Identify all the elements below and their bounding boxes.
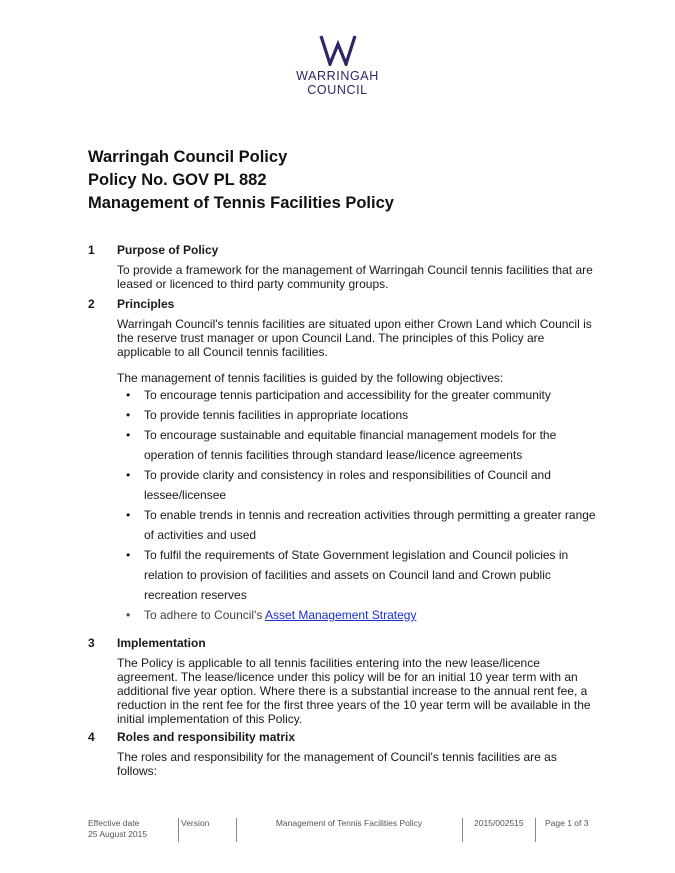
council-logo — [0, 34, 675, 97]
list-item: • To provide tennis facilities in appropriate locations — [122, 405, 602, 425]
logo-line-1: WARRINGAH — [296, 69, 379, 83]
logo-line-2: COUNCIL — [307, 83, 368, 97]
list-item: • To enable trends in tennis and recreation activities through permitting a greater range of activities and used — [122, 505, 602, 545]
objectives-intro: The management of tennis facilities is guided by the following objectives: — [117, 371, 504, 385]
warringah-w-logo-icon — [318, 34, 358, 66]
bullet-icon: • — [126, 608, 131, 622]
list-item: • To adhere to Council's Asset Management Strategy — [122, 605, 602, 625]
bullet-icon: • — [126, 508, 131, 522]
section-heading: Roles and responsibility matrix — [117, 730, 296, 744]
title-policy-name: Management of Tennis Facilities Policy — [88, 194, 394, 212]
footer-version: Version — [181, 818, 210, 828]
section-heading: Implementation — [117, 636, 206, 650]
footer-divider — [462, 818, 463, 842]
bullet-icon: • — [126, 428, 131, 442]
bullet-icon: • — [126, 408, 131, 422]
section-paragraph: Warringah Council's tennis facilities are situated upon either Crown Land which Council is the reserve trust manager or upon Council Land. The principles of this Policy are applicable to all Council tennis facilities. — [117, 317, 592, 359]
objectives-list — [122, 385, 602, 625]
section-roles — [88, 730, 598, 778]
section-number: 3 — [88, 636, 95, 650]
section-number: 4 — [88, 730, 95, 744]
title-policy-number: Policy No. GOV PL 882 — [88, 171, 267, 189]
section-paragraph: The Policy is applicable to all tennis facilities entering into the new lease/licence agreement. The lease/licence under this policy will be for an initial 10 year term with an additional five year option. Where there is a substantial increase to the annual rent fee, a reduction in the rent fee for the first three years of the 10 year term will be available in the initial implementation of this Policy. — [117, 656, 591, 726]
footer-divider — [535, 818, 536, 842]
footer-doc-number: 2015/002515 — [474, 818, 524, 828]
bullet-icon: • — [126, 548, 131, 562]
section-heading: Principles — [117, 297, 175, 311]
bullet-icon: • — [126, 468, 131, 482]
section-heading: Purpose of Policy — [117, 243, 219, 257]
bullet-icon: • — [126, 388, 131, 402]
list-item: • To provide clarity and consistency in roles and responsibilities of Council and lessee/licensee — [122, 465, 602, 505]
section-paragraph: The roles and responsibility for the management of Council's tennis facilities are as follows: — [117, 750, 557, 778]
section-principles — [88, 297, 598, 385]
footer-divider — [178, 818, 179, 842]
asset-management-strategy-link[interactable]: Asset Management Strategy — [265, 608, 417, 622]
section-implementation — [88, 636, 598, 726]
section-paragraph: To provide a framework for the management of Warringah Council tennis facilities that are leased or licenced to third party community groups. — [117, 263, 593, 291]
list-item: • To fulfil the requirements of State Government legislation and Council policies in relation to provision of facilities and assets on Council land and Crown public recreation reserves — [122, 545, 602, 605]
list-item: • To encourage tennis participation and accessibility for the greater community — [122, 385, 602, 405]
document-title-block — [88, 146, 394, 215]
page-footer — [88, 818, 593, 842]
section-number: 2 — [88, 297, 95, 311]
footer-effective-date: Effective date 25 August 2015 — [88, 818, 148, 839]
section-number: 1 — [88, 243, 95, 257]
list-item: • To encourage sustainable and equitable financial management models for the operation of tennis facilities through standard lease/licence agreements — [122, 425, 602, 465]
footer-page-number: Page 1 of 3 — [545, 818, 589, 828]
section-purpose — [88, 243, 598, 291]
footer-title: Management of Tennis Facilities Policy — [275, 818, 423, 828]
title-council-policy: Warringah Council Policy — [88, 148, 288, 166]
